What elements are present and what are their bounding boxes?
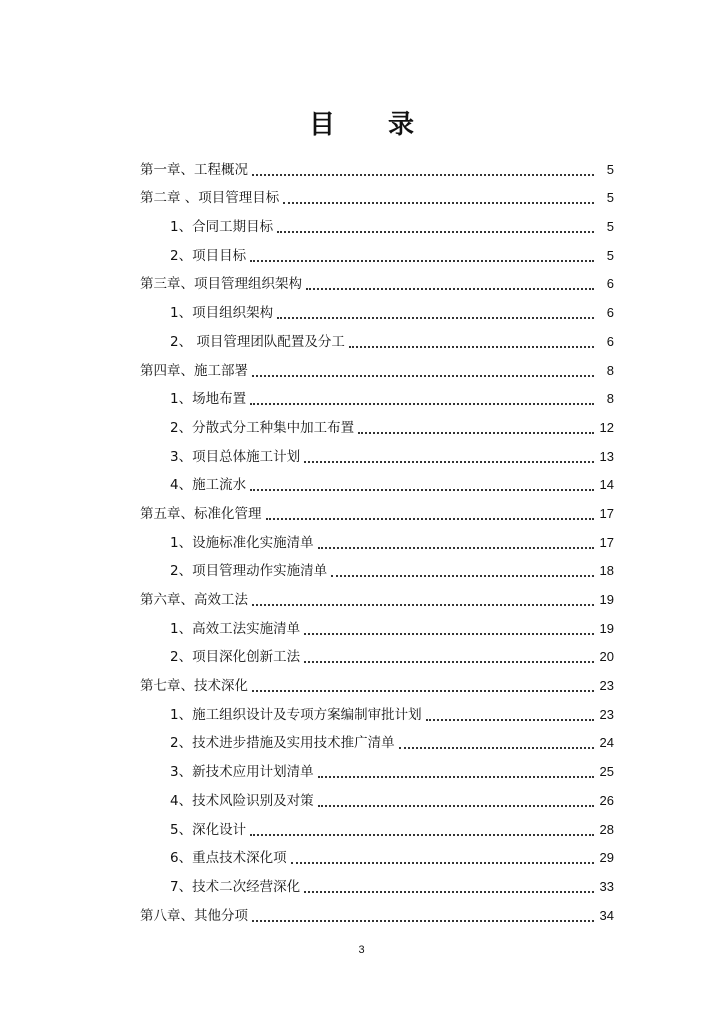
toc-dot-leader [349,336,594,348]
toc-entry-page-number: 5 [606,161,614,177]
toc-chapter-entry[interactable] [140,494,614,523]
toc-entry-page-number: 24 [599,735,614,751]
toc-subentry[interactable] [140,810,614,839]
toc-entry-page-number: 6 [606,276,614,292]
toc-entry-title: 第六章、高效工法 [140,592,248,608]
toc-entry-title: 第四章、施工部署 [140,362,248,379]
toc-dot-leader [252,164,594,176]
toc-subentry[interactable] [140,695,614,724]
page-number: 3 [358,944,365,956]
toc-chapter-entry[interactable] [140,666,614,695]
toc-entry-page-number: 8 [606,391,614,407]
toc-dot-leader [358,422,593,434]
toc-dot-leader [277,221,594,233]
toc-dot-leader [252,594,594,606]
toc-entry-title: 2、项目深化创新工法 [170,649,301,666]
toc-entry-page-number: 25 [599,764,614,780]
toc-dot-leader [252,680,594,692]
toc-entry-title: 2、分散式分工种集中加工布置 [170,419,355,436]
toc-chapter-entry[interactable] [140,896,614,925]
toc-dot-leader [304,881,593,893]
toc-subentry[interactable] [140,781,614,810]
toc-entry-title: 5、深化设计 [170,821,247,838]
toc-entry-page-number: 18 [599,563,614,579]
toc-dot-leader [304,651,593,663]
toc-subentry[interactable] [140,839,614,868]
toc-subentry[interactable] [140,380,614,409]
toc-entry-title: 第三章、项目管理组织架构 [140,276,302,293]
toc-subentry[interactable] [140,552,614,581]
toc-dot-leader [426,709,594,721]
toc-entry-title: 1、施工组织设计及专项方案编制审批计划 [170,706,422,723]
toc-entry-page-number: 17 [599,534,614,550]
toc-entry-page-number: 5 [606,247,614,263]
toc-dot-leader [283,192,594,204]
toc-entry-page-number: 5 [606,190,614,206]
toc-dot-leader [252,365,594,377]
toc-dot-leader [291,852,594,864]
toc-entry-title: 1、场地布置 [170,391,247,408]
toc-entry-title: 4、施工流水 [170,477,247,494]
toc-dot-leader [250,824,593,836]
toc-dot-leader [266,508,594,520]
toc-dot-leader [304,623,593,635]
toc-subentry[interactable] [140,322,614,351]
toc-dot-leader [277,307,594,319]
toc-entry-title: 6、重点技术深化项 [170,850,287,867]
toc-entry-title: 第五章、标准化管理 [140,505,262,522]
toc-entry-title: 2、项目管理动作实施清单 [170,563,328,580]
toc-entry-title: 第八章、其他分项 [140,907,248,924]
toc-entry-page-number: 14 [599,477,614,493]
toc-dot-leader [304,451,593,463]
table-of-contents [140,150,614,925]
toc-subentry[interactable] [140,609,614,638]
toc-entry-page-number: 28 [599,821,614,837]
toc-entry-title: 1、合同工期目标 [170,219,274,236]
toc-subentry[interactable] [140,466,614,495]
toc-entry-page-number: 26 [599,792,614,808]
toc-entry-title: 2、技术进步措施及实用技术推广清单 [170,735,395,752]
toc-entry-title: 1、高效工法实施清单 [170,620,301,637]
toc-subentry[interactable] [140,437,614,466]
toc-entry-page-number: 19 [599,592,614,607]
toc-entry-title: 3、项目总体施工计划 [170,448,301,465]
toc-subentry[interactable] [140,752,614,781]
toc-entry-title: 1、项目组织架构 [170,305,274,322]
toc-subentry[interactable] [140,293,614,322]
toc-entry-page-number: 33 [599,878,614,894]
toc-chapter-entry[interactable] [140,580,614,609]
toc-dot-leader [250,479,593,491]
toc-entry-title: 2、项目目标 [170,247,247,264]
toc-entry-page-number: 29 [599,850,614,866]
toc-entry-page-number: 12 [599,419,614,435]
toc-subentry[interactable] [140,523,614,552]
toc-entry-page-number: 20 [599,649,614,665]
toc-entry-title: 2、 项目管理团队配置及分工 [170,333,345,350]
toc-chapter-entry[interactable] [140,150,614,179]
toc-subentry[interactable] [140,236,614,265]
toc-entry-title: 4、技术风险识别及对策 [170,792,314,809]
toc-dot-leader [331,565,593,577]
toc-dot-leader [399,737,594,749]
toc-entry-page-number: 34 [599,907,614,923]
toc-entry-page-number: 17 [599,505,614,521]
toc-entry-title: 第七章、技术深化 [140,678,248,695]
toc-dot-leader [250,250,594,262]
toc-dot-leader [252,910,594,922]
toc-entry-page-number: 8 [606,362,614,378]
toc-entry-page-number: 13 [599,448,614,464]
toc-dot-leader [306,278,594,290]
toc-entry-title: 7、技术二次经营深化 [170,878,301,895]
toc-subentry[interactable] [140,207,614,236]
toc-entry-title: 第二章 、项目管理目标 [140,190,280,207]
toc-subentry[interactable] [140,724,614,753]
toc-chapter-entry[interactable] [140,179,614,208]
page-title: 目 录 [308,110,437,140]
toc-dot-leader [318,537,594,549]
toc-chapter-entry[interactable] [140,265,614,294]
toc-entry-title: 3、新技术应用计划清单 [170,764,314,781]
toc-chapter-entry[interactable] [140,351,614,380]
toc-dot-leader [318,795,594,807]
toc-entry-page-number: 23 [599,706,614,722]
toc-entry-title: 第一章、工程概况 [140,161,248,178]
toc-subentry[interactable] [140,408,614,437]
toc-entry-page-number: 6 [606,305,614,321]
toc-entry-page-number: 23 [599,678,614,694]
toc-subentry[interactable] [140,638,614,667]
toc-entry-page-number: 5 [606,219,614,235]
toc-subentry[interactable] [140,867,614,896]
toc-entry-title: 1、设施标准化实施清单 [170,534,314,551]
toc-entry-page-number: 19 [599,620,614,636]
toc-dot-leader [250,393,594,405]
toc-dot-leader [318,766,594,778]
toc-entry-page-number: 6 [606,333,614,349]
